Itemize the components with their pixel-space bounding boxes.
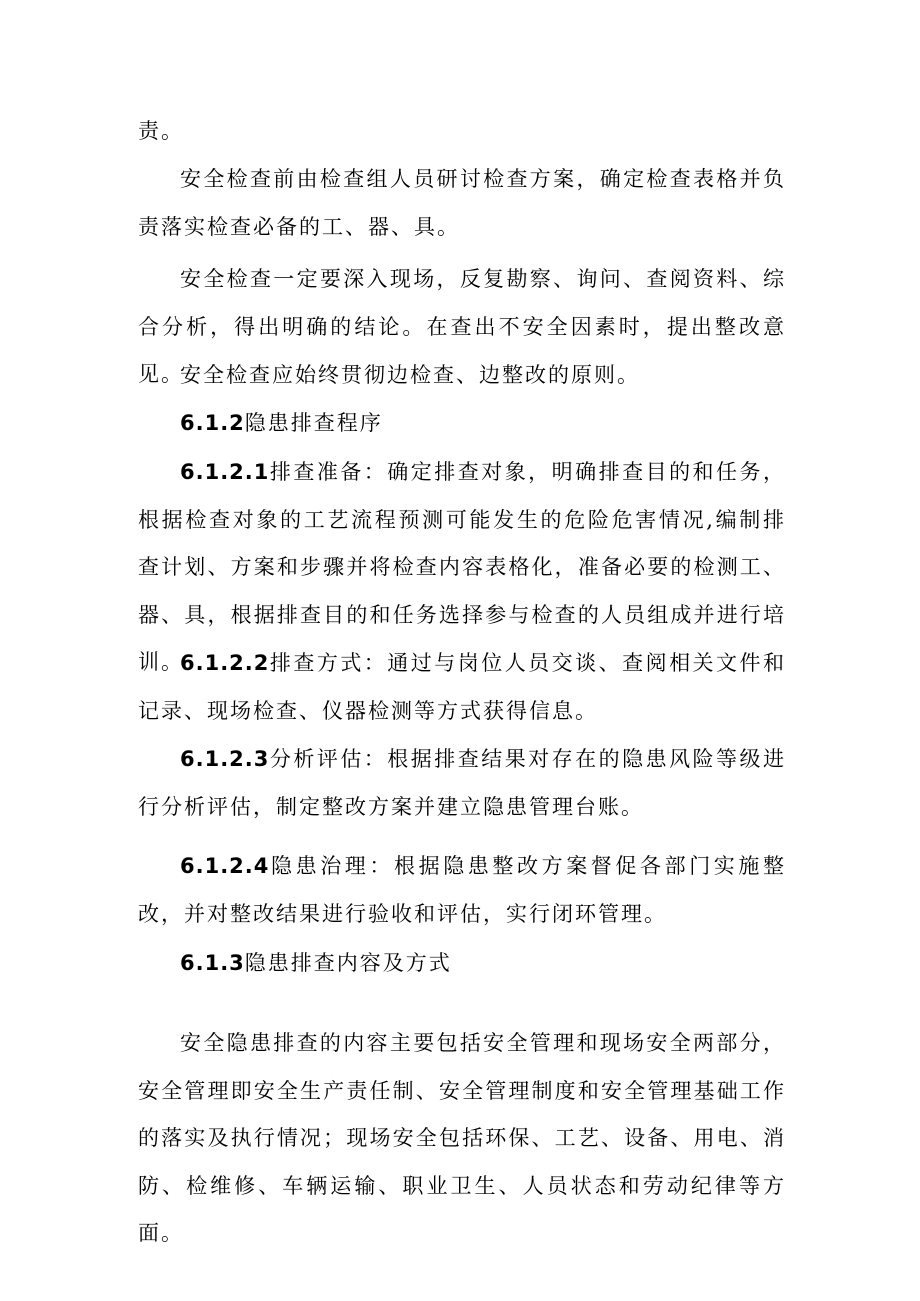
- section-number: 6.1.2.3: [180, 747, 270, 771]
- section-number: 6.1.2.1: [180, 460, 270, 484]
- paragraph-text: 安全隐患排查的内容主要包括安全管理和现场安全两部分，安全管理即安全生产责任制、安全管理制度和安全管理基础工作的落实及执行情况；现场安全包括环保、工艺、设备、用电、消防、检维修、车辆运输、职业卫生、人员状态和劳动纪律等方面。: [138, 1031, 786, 1245]
- paragraph-text: 安全检查前由检查组人员研讨检查方案，确定检查表格并负责落实检查必备的工、器、具。: [138, 167, 786, 239]
- paragraph-text: 分析评估：根据排查结果对存在的隐患风险等级进行分析评估，制定整改方案并建立隐患管理台账。: [138, 747, 786, 819]
- section-title: 隐患排查程序: [244, 411, 383, 435]
- paragraph-text: 安全检查一定要深入现场，反复勘察、询问、查阅资料、综合分析，得出明确的结论。在查出不安全因素时，提出整改意见。: [138, 267, 786, 386]
- paragraph-text: 隐患治理：根据隐患整改方案督促各部门实施整改，并对整改结果进行验收和评估，实行闭环管理。: [138, 854, 786, 926]
- paragraph-6-1-2-4: [138, 843, 786, 938]
- paragraph-continuation: [138, 108, 786, 156]
- section-number: 6.1.2.2: [180, 651, 270, 675]
- section-number: 6.1.2: [180, 411, 245, 435]
- paragraph-inspection-plan: [138, 156, 786, 251]
- paragraph-text: 责。: [138, 119, 184, 143]
- paragraph-principle: [138, 352, 786, 400]
- paragraph-inspection-content: [138, 1020, 786, 1258]
- paragraph-text: 排查方式：通过与岗位人员交谈、查阅相关文件和记录、现场检查、仪器检测等方式获得信息。: [138, 651, 786, 723]
- section-heading-6-1-2: [138, 400, 786, 448]
- paragraph-6-1-2-2: [138, 640, 786, 735]
- section-number: 6.1.2.4: [180, 854, 270, 878]
- paragraph-text: 排查准备：确定排查对象，明确排查目的和任务，根据检查对象的工艺流程预测可能发生的危险危害情况,编制排查计划、方案和步骤并将检查内容表格化，准备必要的检测工、器、具，根据排查目的和任务选择参与检查的人员组成并进行培训。: [138, 460, 786, 674]
- section-heading-6-1-3: [138, 940, 786, 988]
- section-number: 6.1.3: [180, 951, 245, 975]
- section-title: 隐患排查内容及方式: [244, 951, 452, 975]
- paragraph-text: 安全检查应始终贯彻边检查、边整改的原则。: [180, 363, 640, 387]
- paragraph-6-1-2-3: [138, 736, 786, 831]
